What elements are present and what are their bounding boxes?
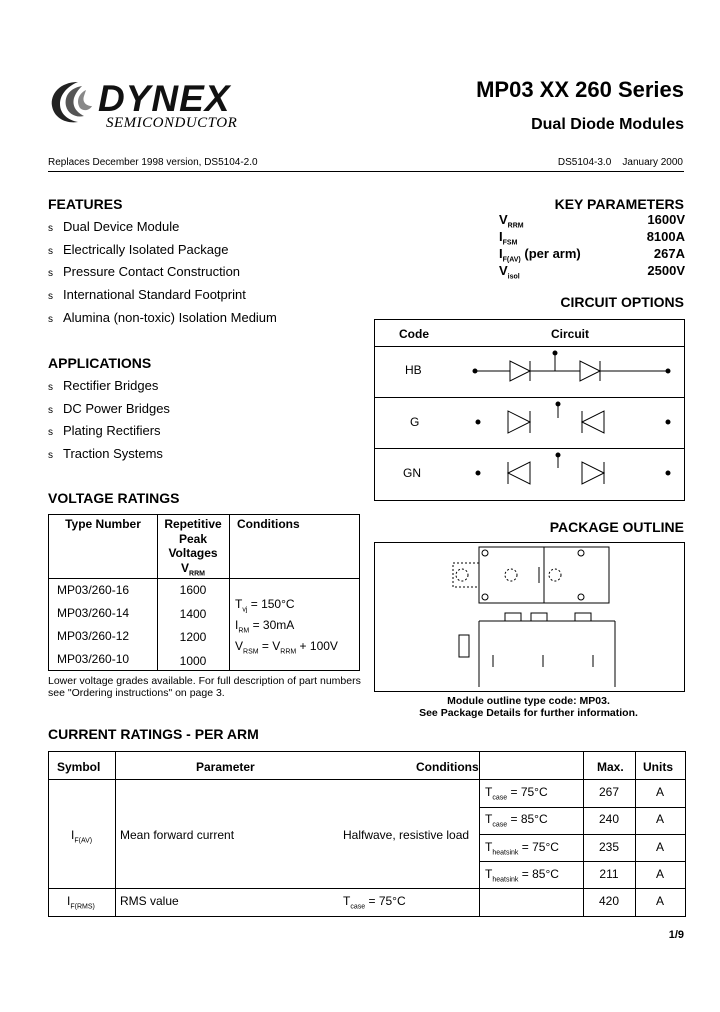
voltage-cell: 1000 [179, 654, 207, 668]
logo-swirl-icon [48, 78, 100, 128]
param-mean-forward: Mean forward current [120, 828, 235, 842]
voltage-cell: 1600 [179, 583, 207, 597]
list-item [48, 242, 277, 265]
type-cell: MP03/260-16 [57, 583, 130, 597]
code-g: G [410, 415, 420, 429]
code-gn: GN [403, 466, 421, 480]
brand-subtitle: SEMICONDUCTOR [106, 115, 238, 131]
condition-vrsm: $V_{RSM} = V_{RRM} + 100V$ [235, 639, 338, 656]
bullet-glyph: s [48, 404, 53, 416]
cond-tcase: $T_{case} = 75^\circ C$ [343, 894, 406, 911]
application-text: DC Power Bridges [63, 400, 170, 416]
list-item [48, 423, 170, 446]
column-divider [229, 515, 230, 670]
document-title: MP03 XX 260 Series [476, 77, 684, 102]
symbol-ifav: $I_{F(AV)}$ [71, 828, 93, 845]
bullet-glyph: s [48, 382, 53, 393]
unit-value: A [655, 840, 664, 854]
key-param-row: $I_{FSM}$ 8100A [499, 229, 685, 247]
application-text: Rectifier Bridges [63, 378, 159, 393]
current-ratings-table [48, 751, 686, 917]
package-outline-drawing [374, 542, 685, 692]
feature-text: Alumina (non-toxic) Isolation Medium [63, 309, 277, 325]
list-item [48, 219, 277, 242]
key-param-row: $I_{F(AV)}$ (per arm) 267A [499, 246, 685, 264]
type-cell: MP03/260-12 [57, 629, 130, 643]
unit-value: A [655, 867, 664, 881]
list-item [48, 446, 170, 469]
bullet-glyph: s [48, 268, 53, 280]
bullet-glyph: s [48, 223, 53, 234]
list-item [48, 378, 170, 401]
parameter-header: Parameter [196, 760, 255, 774]
list-item [48, 264, 277, 287]
key-parameters-list [499, 212, 685, 280]
voltage-cell: 1200 [179, 630, 207, 644]
unit-value: A [655, 894, 664, 908]
condition-irm: $I_{RM} = 30mA$ [235, 618, 295, 635]
document-subtitle: Dual Diode Modules [531, 116, 684, 133]
voltage-cell: 1400 [179, 607, 207, 621]
voltage-note: Lower voltage grades available. For full description of part numbers see "Ordering instructions" on page 3. [48, 675, 361, 699]
code-header: Code [399, 327, 429, 341]
type-cell: MP03/260-10 [57, 652, 130, 666]
bullet-glyph: s [48, 313, 53, 325]
feature-text: Electrically Isolated Package [63, 241, 229, 257]
applications-heading: APPLICATIONS [48, 355, 152, 371]
max-value: 420 [598, 894, 620, 908]
feature-text: International Standard Footprint [63, 287, 246, 303]
sub-condition: $T_{case} = 75^\circ C$ [485, 785, 548, 802]
symbol-header: Symbol [57, 760, 101, 774]
bullet-glyph: s [48, 245, 53, 257]
column-divider [115, 752, 116, 916]
bullet-glyph: s [48, 450, 53, 462]
application-text: Traction Systems [63, 446, 163, 462]
list-item [48, 287, 277, 310]
bullet-glyph: s [48, 427, 53, 439]
features-heading: FEATURES [48, 196, 123, 212]
package-outline-heading: PACKAGE OUTLINE [549, 519, 684, 535]
unit-value: A [655, 785, 664, 799]
list-item [48, 401, 170, 424]
circuit-options-table [374, 319, 685, 501]
header-divider [48, 171, 684, 172]
row-divider [479, 834, 685, 835]
bullet-glyph: s [48, 291, 53, 303]
units-header: Units [643, 760, 673, 774]
cond-halfwave: Halfwave, resistive load [343, 828, 470, 842]
circuit-diagrams-icon [470, 348, 680, 498]
conditions-header: Conditions [416, 760, 479, 774]
document-id: DS5104-3.0 January 2000 [557, 157, 683, 168]
max-value: 240 [598, 812, 620, 826]
repetitive-header: Repetitive Peak Voltages $V_{RRM}$ [164, 517, 222, 577]
package-drawing-icon [445, 543, 645, 689]
max-value: 211 [599, 867, 619, 881]
package-caption-2: See Package Details for further information. [419, 707, 638, 719]
sub-condition: $T_{heatsink} = 75^\circ C$ [485, 840, 559, 857]
application-text: Plating Rectifiers [63, 423, 161, 439]
row-divider [49, 888, 685, 889]
divider [375, 346, 684, 347]
sub-condition: $T_{heatsink} = 85^\circ C$ [485, 867, 559, 884]
max-value: 267 [598, 785, 620, 799]
current-ratings-heading: CURRENT RATINGS - PER ARM [48, 726, 259, 742]
applications-list [48, 378, 170, 469]
list-item [48, 310, 277, 333]
voltage-ratings-table [48, 514, 360, 671]
replaces-note: Replaces December 1998 version, DS5104-2.0 [48, 157, 258, 168]
sub-condition: $T_{case} = 85^\circ C$ [485, 812, 548, 829]
max-value: 235 [598, 840, 620, 854]
max-header: Max. [597, 760, 624, 774]
key-parameters-heading: KEY PARAMETERS [554, 196, 684, 212]
param-rms: RMS value [120, 894, 179, 908]
symbol-ifrms: $I_{F(RMS)}$ [67, 894, 95, 911]
key-param-row: $V_{RRM}$ 1600V [499, 212, 685, 230]
feature-text: Dual Device Module [63, 219, 180, 234]
unit-value: A [655, 812, 664, 826]
row-divider [479, 861, 685, 862]
voltage-ratings-heading: VOLTAGE RATINGS [48, 490, 180, 506]
features-list [48, 219, 277, 332]
condition-tvj: $T_{vj} = 150^\circ C$ [235, 597, 295, 614]
row-divider [479, 807, 685, 808]
type-cell: MP03/260-14 [57, 606, 130, 620]
key-param-row: $V_{isol}$ 2500V [499, 263, 685, 281]
page-number: 1/9 [668, 929, 684, 941]
header-divider [49, 779, 685, 780]
brand-name: DYNEX [98, 78, 231, 119]
package-caption-1: Module outline type code: MP03. [447, 695, 610, 707]
conditions-header: Conditions [237, 517, 300, 531]
circuit-header: Circuit [551, 327, 590, 341]
type-number-header: Type Number [65, 517, 141, 531]
circuit-options-heading: CIRCUIT OPTIONS [560, 294, 684, 310]
code-hb: HB [405, 363, 422, 377]
feature-text: Pressure Contact Construction [63, 264, 241, 280]
